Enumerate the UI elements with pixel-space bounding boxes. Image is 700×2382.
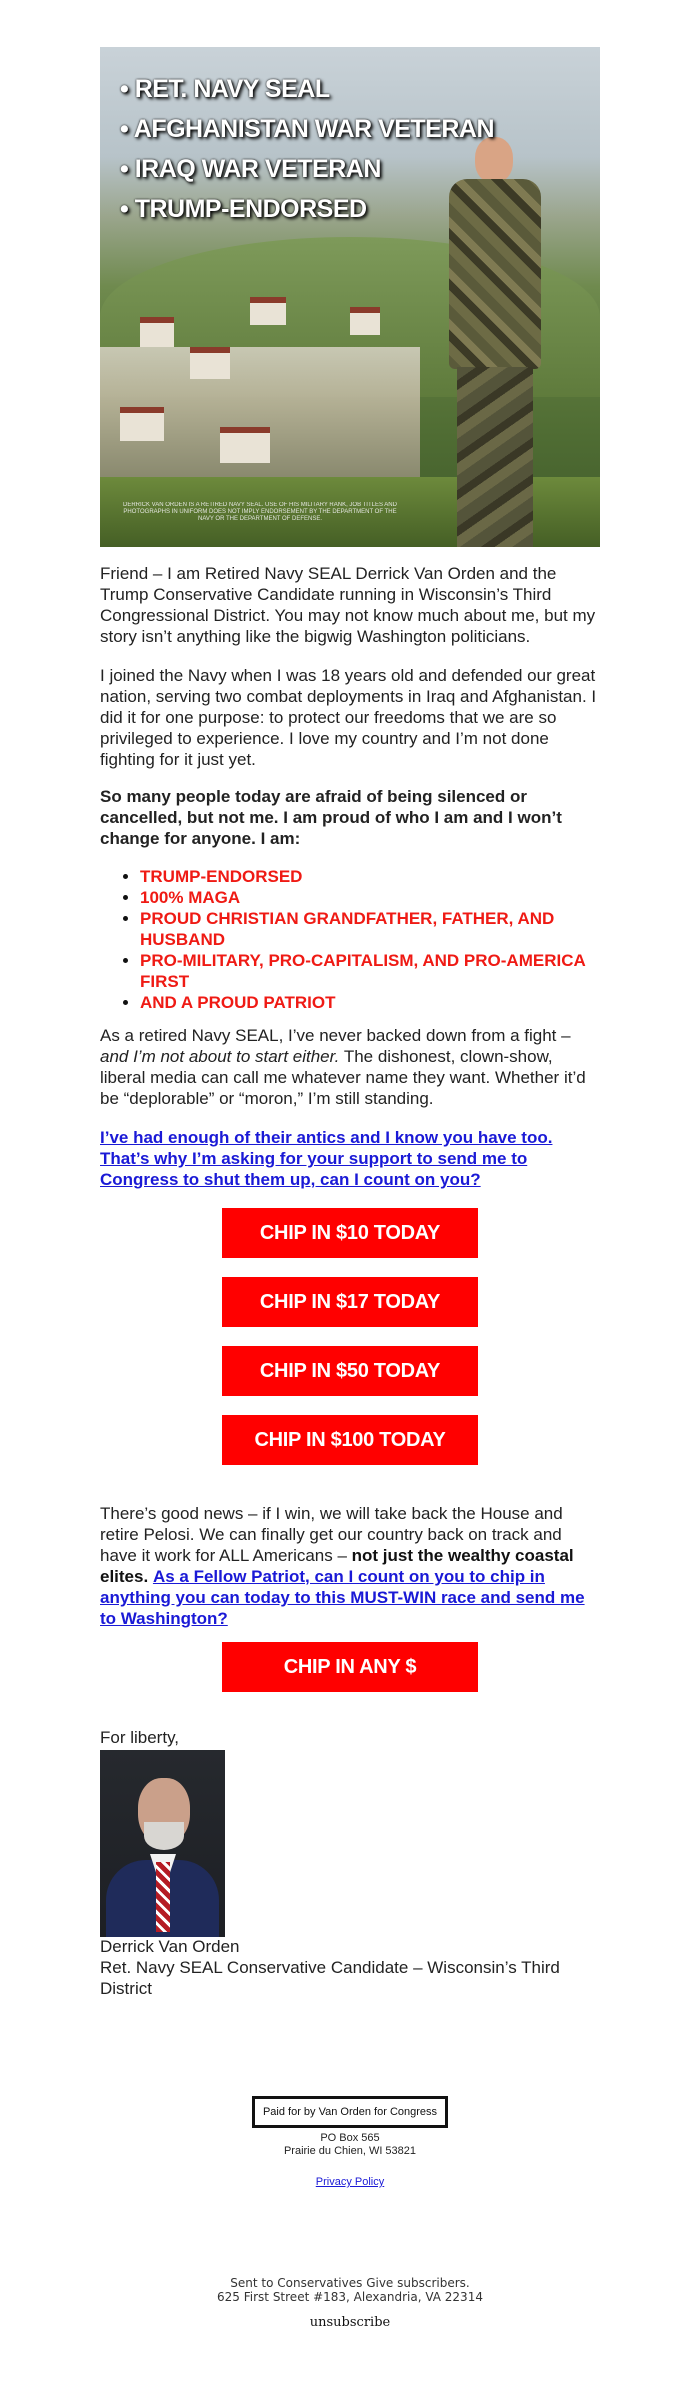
list-item: • PRO-MILITARY, PRO-CAPITALISM, AND PRO-AMERICA FIRST xyxy=(140,950,610,992)
list-item: • AND A PROUD PATRIOT xyxy=(140,992,610,1013)
soldier-legs xyxy=(457,367,533,547)
house-graphic xyxy=(190,347,230,379)
chip-in-50-button[interactable]: CHIP IN $50 TODAY xyxy=(222,1346,478,1396)
po-box: PO Box 565 xyxy=(320,2132,380,2144)
ask-link[interactable]: I’ve had enough of their antics and I know you have too. That’s why I’m asking for your support to send me to Congress to shut them up, can I count on you? xyxy=(100,1128,553,1189)
story-paragraph: I joined the Navy when I was 18 years old and defended our great nation, serving two combat deployments in Iraq and Afghanistan. I did it for one purpose: to protect our freedoms that we are so privileged to experience. I love my country and I’m not done fighting for it just yet. xyxy=(100,666,597,769)
hero-disclaimer: DERRICK VAN ORDEN IS A RETIRED NAVY SEAL. USE OF HIS MILITARY RANK, JOB TITLES AND PHOTOGRAPHS IN UNIFORM DOES NOT IMPLY ENDORSEMENT BY THE DEPARTMENT OF THE NAVY OR THE DEPARTMENT OF DEFENSE. xyxy=(123,502,397,522)
signature-name: Derrick Van Orden xyxy=(100,1937,240,1956)
chip-in-any-button[interactable]: CHIP IN ANY $ xyxy=(222,1642,478,1692)
hero-bullet: • RET. NAVY SEAL xyxy=(120,75,330,103)
house-graphic xyxy=(120,407,164,441)
house-graphic xyxy=(220,427,270,463)
news-text: There’s good news – if I win, we will take back the House and retire Pelosi. We can finally get our country back on track and have it work for ALL Americans – xyxy=(100,1504,563,1565)
footer-address: 625 First Street #183, Alexandria, VA 22314 xyxy=(217,2290,483,2304)
candidate-portrait xyxy=(100,1750,225,1937)
intro-paragraph: Friend – I am Retired Navy SEAL Derrick Van Orden and the Trump Conservative Candidate running in Wisconsin’s Third Congressional District. You may not know much about me, but my story isn’t anything like the bigwig Washington politicians. xyxy=(100,564,596,646)
house-graphic xyxy=(350,307,380,335)
unsubscribe-link[interactable]: unsubscribe xyxy=(309,2315,391,2330)
hero-bullet: • TRUMP-ENDORSED xyxy=(120,195,367,223)
chip-in-100-button[interactable]: CHIP IN $100 TODAY xyxy=(222,1415,478,1465)
paid-for-text: Paid for by Van Orden for Congress xyxy=(262,2106,438,2118)
chip-in-17-button[interactable]: CHIP IN $17 TODAY xyxy=(222,1277,478,1327)
signature-title: Ret. Navy SEAL Conservative Candidate – Wisconsin’s Third District xyxy=(100,1958,560,1998)
paid-for-box xyxy=(252,2096,448,2128)
footer-unsubscribe-row xyxy=(0,2315,700,2330)
signoff: For liberty, xyxy=(100,1728,180,1747)
fight-text: The dishonest, clown-show, liberal media can call me whatever name they want. Whether it’d be “deplorable” or “moron,” I’m still standing. xyxy=(100,1047,586,1108)
traits-list xyxy=(100,866,610,1013)
list-item: • 100% MAGA xyxy=(140,887,610,908)
privacy-policy-link[interactable]: Privacy Policy xyxy=(315,2176,385,2188)
house-graphic xyxy=(250,297,286,325)
list-item: • TRUMP-ENDORSED xyxy=(140,866,610,887)
portrait-beard xyxy=(144,1822,184,1850)
chip-in-10-button[interactable]: CHIP IN $10 TODAY xyxy=(222,1208,478,1258)
news-paragraph xyxy=(100,1503,600,1629)
privacy-row xyxy=(0,2176,700,2189)
list-item: • PROUD CHRISTIAN GRANDFATHER, FATHER, AND HUSBAND xyxy=(140,908,610,950)
fight-text: As a retired Navy SEAL, I’ve never backed down from a fight – xyxy=(100,1026,571,1045)
fight-paragraph xyxy=(100,1025,600,1109)
news-bold: not just the wealthy coastal elites. xyxy=(100,1546,574,1586)
house-graphic xyxy=(140,317,174,347)
hero-bullets xyxy=(120,69,494,229)
city-line: Prairie du Chien, WI 53821 xyxy=(283,2145,417,2157)
afraid-paragraph: So many people today are afraid of being silenced or cancelled, but not me. I am proud of who I am and I won’t change for anyone. I am: xyxy=(100,787,562,848)
footer-sent-to: Sent to Conservatives Give subscribers. xyxy=(230,2276,470,2290)
hero-bullet: • IRAQ WAR VETERAN xyxy=(120,155,381,183)
news-link[interactable]: As a Fellow Patriot, can I count on you to chip in anything you can today to this MUST-WIN race and send me to Washington? xyxy=(100,1567,585,1628)
hero-bullet: • AFGHANISTAN WAR VETERAN xyxy=(120,115,495,143)
fight-italic: and I’m not about to start either. xyxy=(100,1047,340,1066)
portrait-tie xyxy=(156,1862,170,1932)
hero-image xyxy=(100,47,600,547)
ask-paragraph xyxy=(100,1127,600,1190)
